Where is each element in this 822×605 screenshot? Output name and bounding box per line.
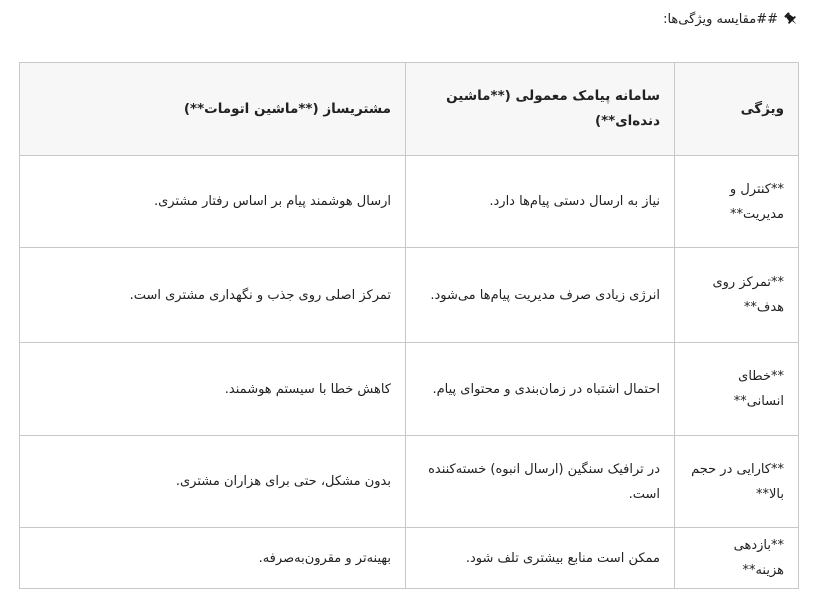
- feature-cell: **کارایی در حجم بالا**: [675, 436, 799, 528]
- header-regular-sms: سامانه پیامک معمولی (**ماشین دنده‌ای**): [406, 63, 675, 156]
- regular-cell: انرژی زیادی صرف مدیریت پیام‌ها می‌شود.: [406, 248, 675, 343]
- customer-cell: کاهش خطا با سیستم هوشمند.: [20, 343, 406, 436]
- regular-cell: در ترافیک سنگین (ارسال انبوه) خسته‌کننده است.: [406, 436, 675, 528]
- feature-cell: **بازدهی هزینه**: [675, 528, 799, 589]
- header-customer-maker: مشتریساز (**ماشین اتومات**): [20, 63, 406, 156]
- table-row: [20, 343, 799, 436]
- comparison-table: [19, 62, 799, 589]
- table-row: [20, 248, 799, 343]
- customer-cell: تمرکز اصلی روی جذب و نگهداری مشتری است.: [20, 248, 406, 343]
- table-row: [20, 528, 799, 589]
- table-row: [20, 156, 799, 248]
- section-heading: [663, 6, 800, 32]
- table-header-row: [20, 63, 799, 156]
- feature-cell: **خطای انسانی**: [675, 343, 799, 436]
- section-heading-text: ##مقایسه ویژگی‌ها:: [663, 11, 778, 27]
- customer-cell: بهینه‌تر و مقرون‌به‌صرفه.: [20, 528, 406, 589]
- feature-cell: **کنترل و مدیریت**: [675, 156, 799, 248]
- customer-cell: بدون مشکل، حتی برای هزاران مشتری.: [20, 436, 406, 528]
- regular-cell: ممکن است منابع بیشتری تلف شود.: [406, 528, 675, 589]
- header-feature: ویژگی: [675, 63, 799, 156]
- regular-cell: احتمال اشتباه در زمان‌بندی و محتوای پیام.: [406, 343, 675, 436]
- table-row: [20, 436, 799, 528]
- feature-cell: **تمرکز روی هدف**: [675, 248, 799, 343]
- customer-cell: ارسال هوشمند پیام بر اساس رفتار مشتری.: [20, 156, 406, 248]
- regular-cell: نیاز به ارسال دستی پیام‌ها دارد.: [406, 156, 675, 248]
- pushpin-icon: [782, 10, 800, 28]
